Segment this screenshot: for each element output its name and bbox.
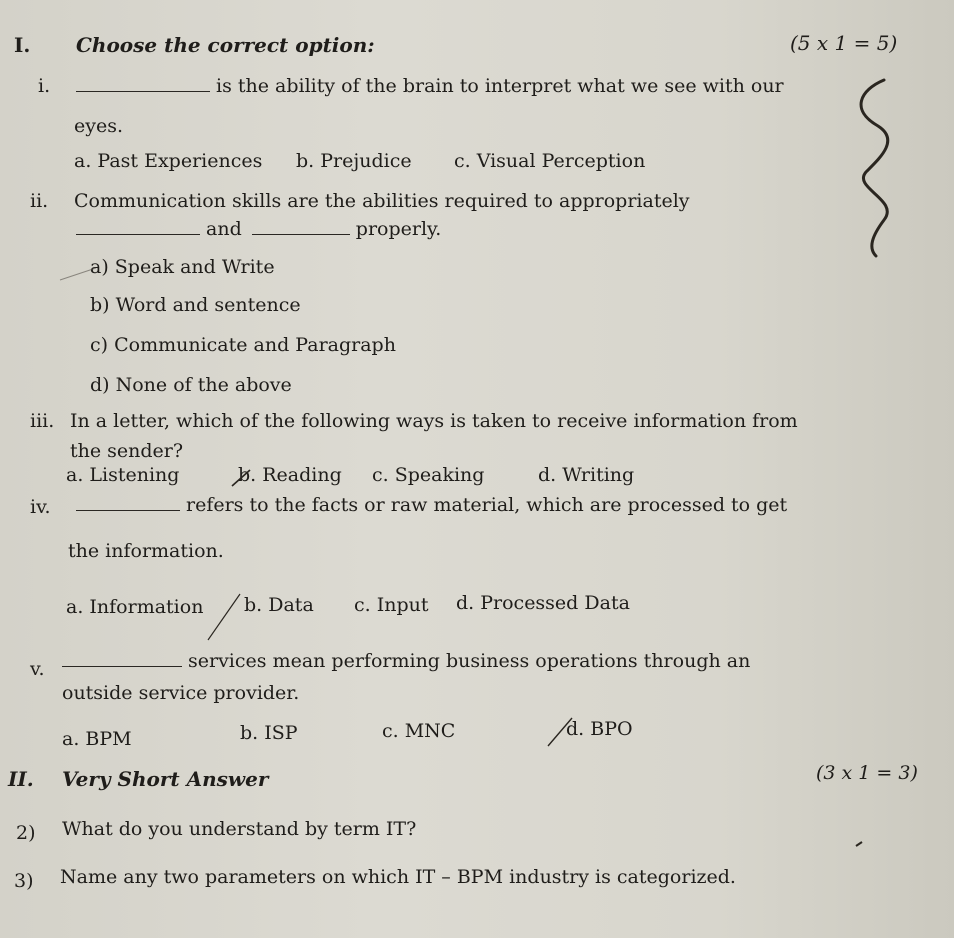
question-number: iii. (30, 410, 55, 432)
option: b. Data (244, 594, 314, 616)
section-title: Very Short Answer (62, 767, 269, 791)
section-marks: (3 x 1 = 3) (816, 762, 918, 784)
option: c) Communicate and Paragraph (90, 334, 396, 356)
question-number: v. (30, 658, 45, 680)
question-text: refers to the facts or raw material, which are processed to get (76, 494, 787, 516)
question-line2: and properly. (76, 218, 441, 240)
question-number: 2) (16, 822, 36, 844)
option: c. MNC (382, 720, 456, 742)
option: a. Listening (66, 464, 180, 486)
question-number: 3) (14, 870, 34, 892)
tick-mark (232, 470, 250, 486)
question-text: Communication skills are the abilities required to appropriately (74, 190, 690, 212)
question-text: What do you understand by term IT? (62, 818, 417, 840)
option: c. Visual Perception (454, 150, 646, 172)
option: b. Reading (238, 464, 342, 486)
tick-mark (548, 718, 572, 746)
option: d. BPO (566, 718, 633, 740)
option: d. Writing (538, 464, 635, 486)
question-number: iv. (30, 496, 51, 518)
section-title: Choose the correct option: (76, 33, 375, 57)
tick-mark (208, 594, 240, 640)
option: c. Speaking (372, 464, 485, 486)
option: a. Past Experiences (74, 150, 263, 172)
question-text: services mean performing business operations through an (62, 650, 750, 672)
option: b) Word and sentence (90, 294, 301, 316)
option: b. ISP (240, 722, 298, 744)
section-number: I. (14, 33, 31, 57)
question-continuation: outside service provider. (62, 682, 300, 704)
pen-dot (856, 842, 862, 846)
question-number: ii. (30, 190, 49, 212)
option: b. Prejudice (296, 150, 412, 172)
option: a) Speak and Write (90, 256, 275, 278)
option: d. Processed Data (456, 592, 630, 614)
option: a. BPM (62, 728, 132, 750)
option: c. Input (354, 594, 429, 616)
section-number: II. (8, 767, 34, 791)
question-continuation: the sender? (70, 440, 184, 462)
question-continuation: eyes. (74, 115, 124, 137)
question-text: Name any two parameters on which IT – BPM industry is categorized. (60, 866, 736, 888)
option: a. Information (66, 596, 204, 618)
question-number: i. (38, 75, 51, 97)
question-continuation: the information. (68, 540, 224, 562)
brace-scribble (861, 80, 888, 256)
tick-mark (60, 268, 96, 280)
option: d) None of the above (90, 374, 292, 396)
section-marks: (5 x 1 = 5) (790, 31, 898, 55)
question-text: In a letter, which of the following ways is taken to receive information from (70, 410, 798, 432)
question-text: is the ability of the brain to interpret what we see with our (76, 75, 784, 97)
